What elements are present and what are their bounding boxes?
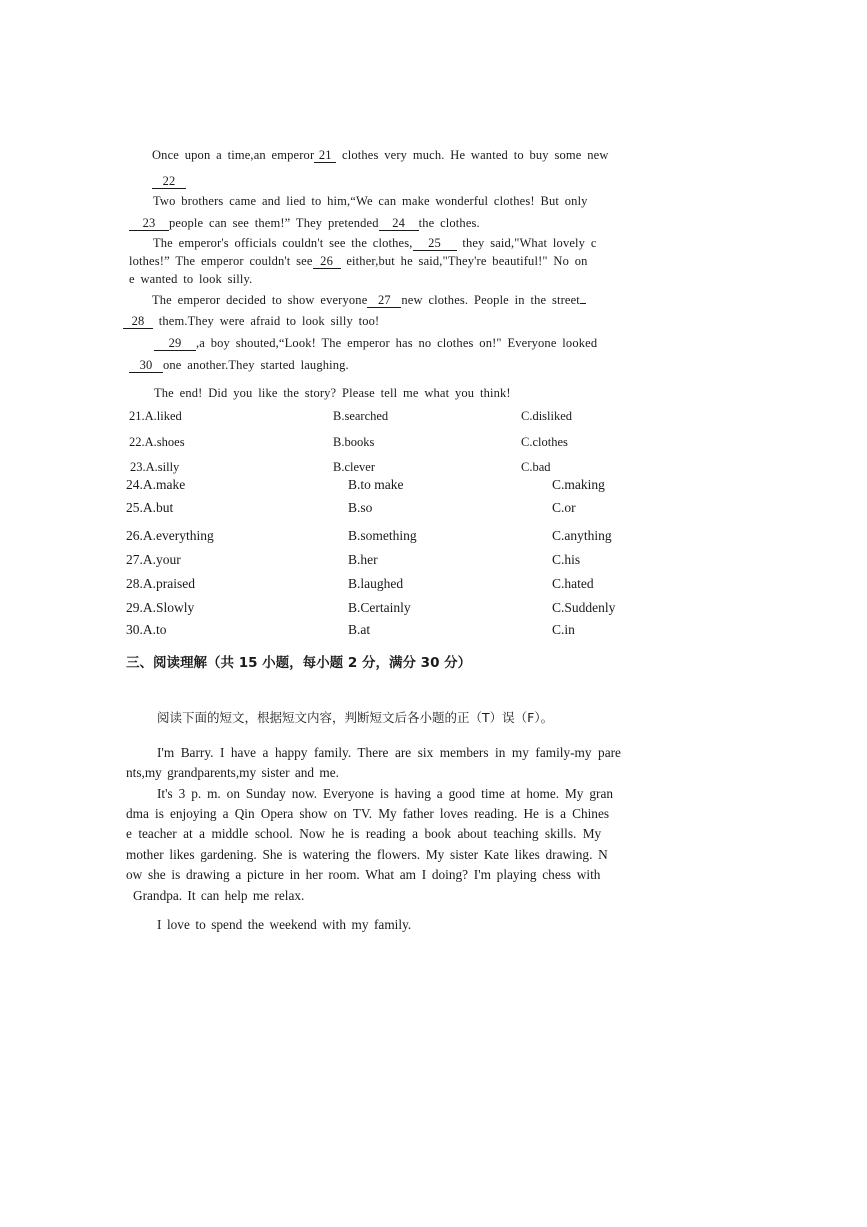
blank-26: 26	[313, 255, 341, 269]
option-a: 28.A.praised	[126, 576, 195, 591]
text: either,but he said,"They're beautiful!" No on	[340, 254, 588, 268]
text: one another.They started laughing.	[163, 358, 349, 372]
blank-23: 23	[129, 217, 169, 231]
passage-line: I'm Barry. I have a happy family. There are six members in my family-my pare	[157, 745, 621, 760]
passage-line: ow she is drawing a picture in her room. What am I doing? I'm playing chess with	[126, 867, 601, 882]
text: they said,"What lovely c	[456, 236, 597, 250]
cloze-line	[123, 314, 379, 329]
option-c: C.hated	[552, 576, 594, 591]
text: lothes!” The emperor couldn't see	[129, 254, 313, 268]
passage-line: e teacher at a middle school. Now he is reading a book about teaching skills. My	[126, 826, 602, 841]
passage-line: Grandpa. It can help me relax.	[133, 888, 305, 903]
option-b: B.at	[348, 622, 371, 637]
passage-line: mother likes gardening. She is watering the flowers. My sister Kate likes drawing. N	[126, 847, 608, 862]
option-b: B.so	[348, 500, 373, 515]
option-c: C.clothes	[521, 435, 568, 449]
blank-27: 27	[367, 294, 401, 308]
option-a: 26.A.everything	[126, 528, 214, 543]
option-c: C.or	[552, 500, 576, 515]
option-b: B.laughed	[348, 576, 404, 591]
option-c: C.anything	[552, 528, 612, 543]
text: ,a boy shouted,“Look! The emperor has no clothes on!" Everyone looked	[196, 336, 598, 350]
option-a: 27.A.your	[126, 552, 181, 567]
passage-line: It's 3 p. m. on Sunday now. Everyone is having a good time at home. My gran	[157, 786, 614, 801]
option-c: C.making	[552, 477, 605, 492]
cloze-line	[153, 236, 597, 251]
section-instruction: 阅读下面的短文，根据短文内容，判断短文后各小题的正（T）误（F）。	[157, 710, 554, 725]
text: The emperor decided to show everyone	[152, 293, 368, 307]
blank-24: 24	[379, 217, 419, 231]
blank-30: 30	[129, 359, 163, 373]
text: e wanted to look silly.	[129, 272, 253, 286]
text: The end! Did you like the story? Please tell me what you think!	[154, 386, 511, 400]
blank-underline	[580, 303, 586, 304]
cloze-line	[154, 336, 597, 351]
cloze-line	[129, 254, 588, 269]
option-a: 29.A.Slowly	[126, 600, 195, 615]
option-c: C.bad	[521, 460, 551, 474]
option-a: 25.A.but	[126, 500, 174, 515]
cloze-line	[129, 216, 480, 231]
option-a: 23.A.silly	[130, 460, 180, 474]
cloze-line	[129, 358, 349, 373]
cloze-line	[153, 194, 588, 209]
option-c: C.his	[552, 552, 581, 567]
blank-28: 28	[123, 315, 153, 329]
text: them.They were afraid to look silly too!	[153, 314, 380, 328]
passage-line: I love to spend the weekend with my family.	[157, 917, 412, 932]
blank-25: 25	[413, 237, 457, 251]
option-c: C.in	[552, 622, 575, 637]
option-c: C.disliked	[521, 409, 573, 423]
text: people can see them!” They pretended	[169, 216, 379, 230]
cloze-line	[152, 174, 186, 189]
text: Two brothers came and lied to him,“We can make wonderful clothes! But only	[153, 194, 588, 208]
option-b: B.her	[348, 552, 378, 567]
cloze-line	[129, 272, 252, 287]
option-a: 30.A.to	[126, 622, 167, 637]
cloze-line	[154, 386, 511, 401]
option-b: B.books	[333, 435, 375, 449]
section-heading: 三、阅读理解（共 15 小题，每小题 2 分，满分 30 分）	[126, 655, 472, 671]
cloze-line	[152, 293, 586, 308]
text: the clothes.	[418, 216, 480, 230]
passage-line: dma is enjoying a Qin Opera show on TV. My father loves reading. He is a Chines	[126, 806, 610, 821]
option-b: B.Certainly	[348, 600, 411, 615]
text: The emperor's officials couldn't see the clothes,	[153, 236, 413, 250]
blank-22: 22	[152, 175, 186, 189]
blank-21: 21	[314, 149, 336, 163]
blank-29: 29	[154, 337, 196, 351]
option-a: 21.A.liked	[129, 409, 182, 423]
cloze-line	[152, 148, 609, 163]
text: new clothes. People in the street	[401, 293, 580, 307]
text: clothes very much. He wanted to buy some new	[336, 148, 609, 162]
option-b: B.something	[348, 528, 417, 543]
option-a: 24.A.make	[126, 477, 186, 492]
option-b: B.clever	[333, 460, 375, 474]
option-a: 22.A.shoes	[129, 435, 185, 449]
option-c: C.Suddenly	[552, 600, 616, 615]
text: Once upon a time,an emperor	[152, 148, 315, 162]
option-b: B.to make	[348, 477, 404, 492]
option-b: B.searched	[333, 409, 389, 423]
passage-line: nts,my grandparents,my sister and me.	[126, 765, 339, 780]
